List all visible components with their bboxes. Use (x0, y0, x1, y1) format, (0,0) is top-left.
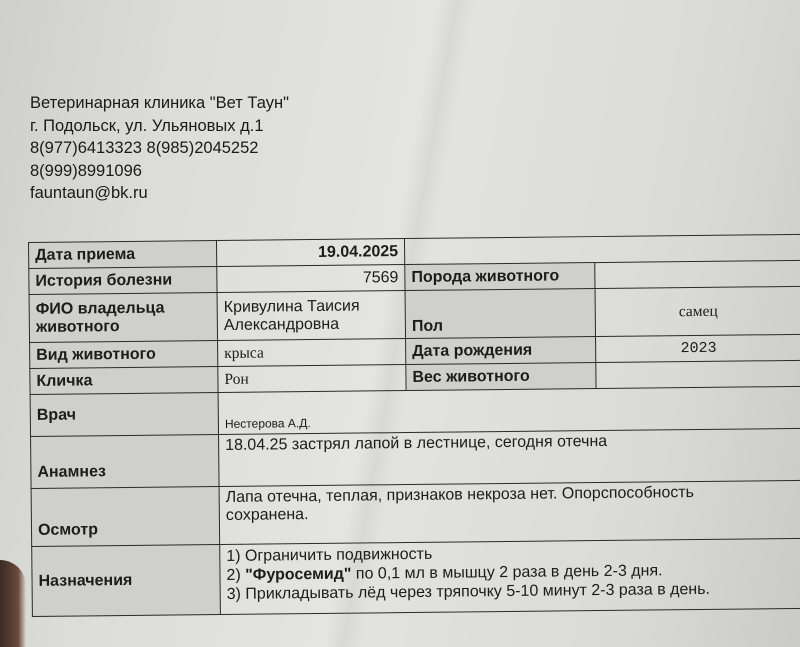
clinic-header (30, 92, 289, 205)
clinic-phones-extra: 8(999)8991096 (30, 161, 142, 180)
weight-value (596, 360, 800, 388)
prescription-item: 1) Ограничить подвижность (226, 545, 433, 565)
doctor-value: Нестерова А.Д. (218, 386, 800, 434)
clinic-name: Ветеринарная клиника "Вет Таун" (30, 94, 289, 112)
clinic-address: г. Подольск, ул. Ульяновых д.1 (30, 116, 264, 135)
history-label: История болезни (29, 267, 217, 295)
exam-line-2: сохранена. (225, 506, 309, 524)
prescription-item: 3) Прикладывать лёд через тряпочку 5-10 минут 2-3 раза в день. (226, 580, 711, 603)
anamnesis-label: Анамнез (31, 435, 220, 489)
prescriptions-value (220, 538, 800, 614)
species-value: крыса (218, 339, 406, 367)
breed-value (595, 260, 800, 288)
prescription-drug: "Фуросемид" (245, 565, 352, 584)
visit-date-label: Дата приема (29, 241, 217, 269)
weight-label: Вес животного (406, 363, 596, 391)
history-number: 7569 (217, 265, 405, 293)
exam-label: Осмотр (31, 487, 220, 547)
owner-label-line-2: животного (35, 317, 120, 336)
breed-label: Порода животного (405, 263, 595, 291)
doctor-label: Врач (30, 393, 218, 437)
sex-value: самец (595, 286, 800, 336)
owner-name-line-2: Александровна (223, 315, 340, 334)
anamnesis-value: 18.04.25 застрял лапой в лестнице, сегодня отечна (219, 428, 800, 486)
background-edge (0, 560, 26, 647)
owner-name (217, 291, 405, 341)
visit-date-value: 19.04.2025 (216, 239, 404, 267)
owner-name-line-1: Кривулина Таисия (223, 297, 360, 316)
sex-label: Пол (405, 289, 595, 339)
clinic-phones: 8(977)6413323 8(985)2045252 (30, 139, 259, 157)
owner-label-line-1: ФИО владельца (35, 299, 165, 318)
nickname-label: Кличка (30, 367, 218, 395)
nickname-value: Рон (218, 365, 406, 393)
owner-label (29, 293, 217, 343)
birth-label: Дата рождения (406, 337, 596, 365)
prescription-number: 2) (226, 566, 246, 584)
birth-value: 2023 (596, 334, 800, 362)
prescriptions-label: Назначения (32, 545, 221, 617)
visit-form (28, 234, 800, 617)
exam-line-1: Лапа отечна, теплая, признаков некроза нет. Опорспособность (225, 484, 695, 506)
species-label: Вид животного (30, 341, 218, 369)
prescription-dosage: по 0,1 мл в мышцу 2 раза в день 2-3 дня. (351, 562, 663, 583)
exam-value (219, 480, 800, 544)
clinic-email: fauntaun@bk.ru (30, 184, 148, 202)
